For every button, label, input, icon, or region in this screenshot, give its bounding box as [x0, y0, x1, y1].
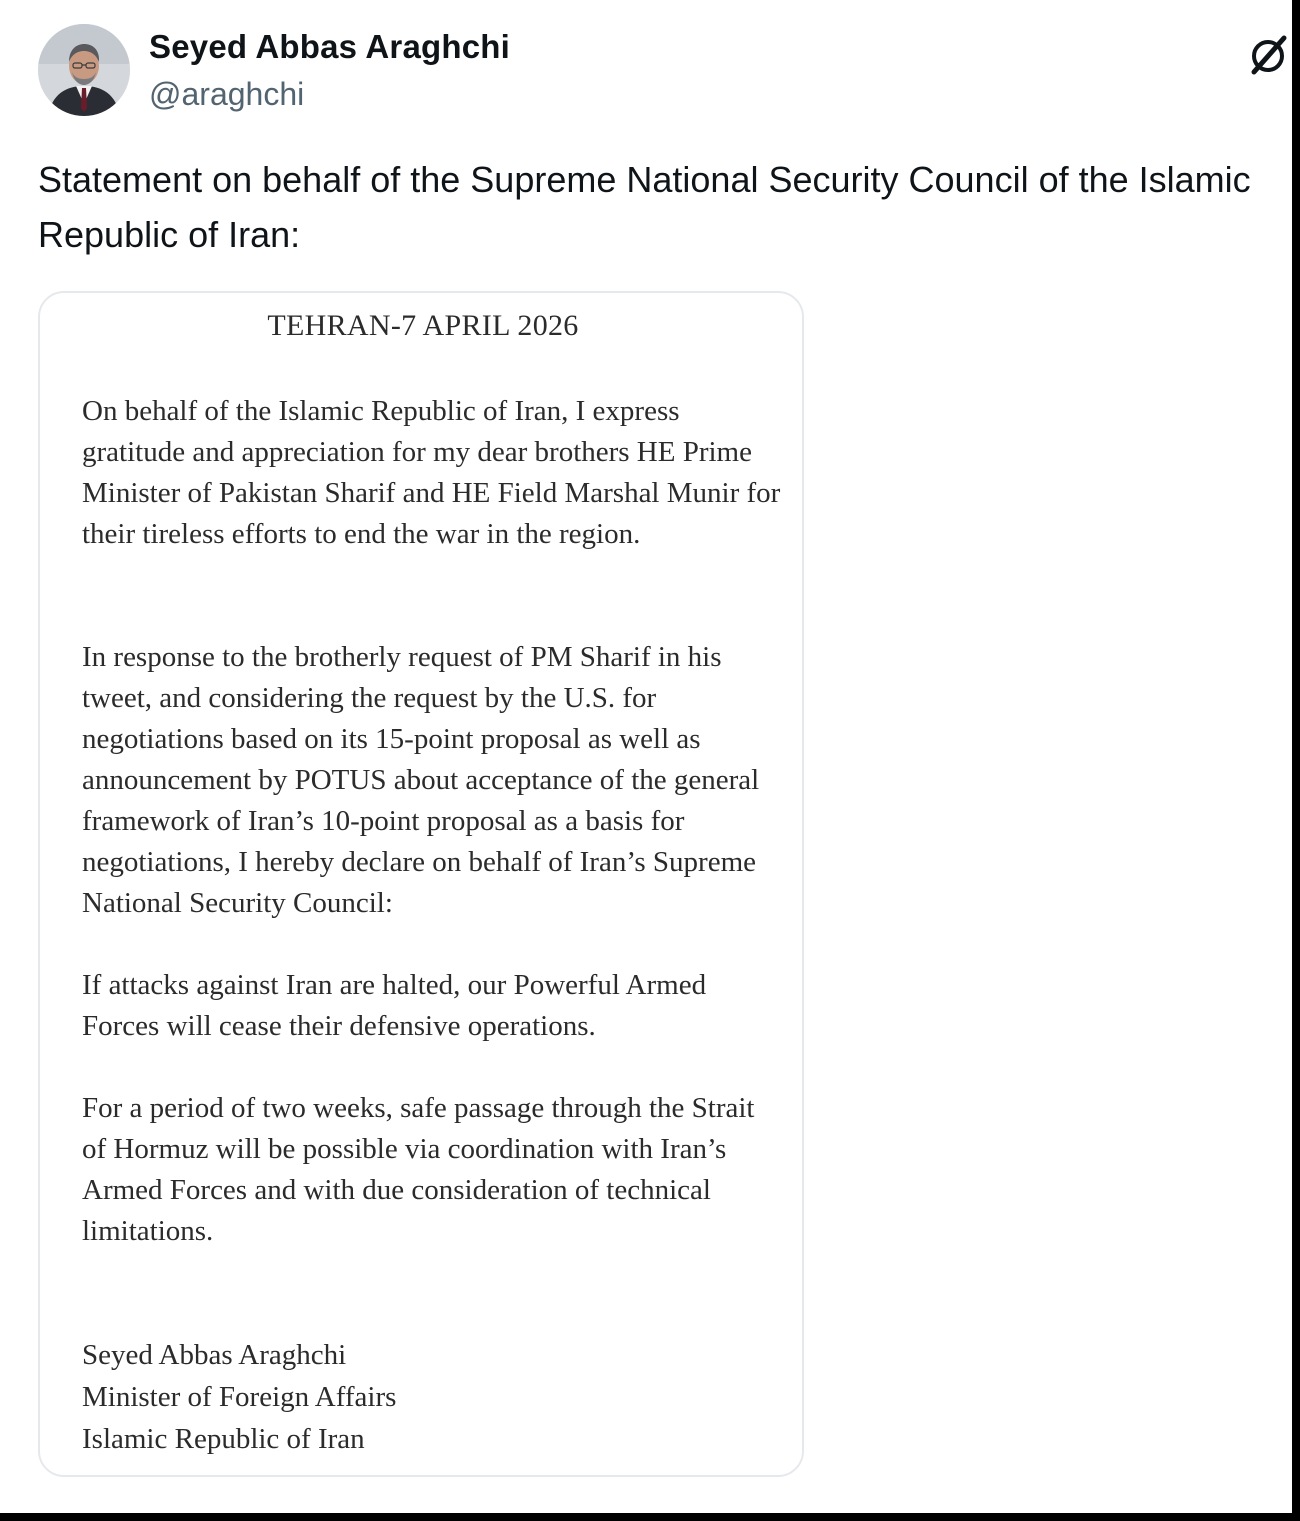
signature-country: Islamic Republic of Iran	[82, 1423, 365, 1455]
signature-title: Minister of Foreign Affairs	[82, 1381, 397, 1413]
document-heading: TEHRAN-7 APRIL 2026	[267, 309, 579, 342]
x-logo-icon[interactable]	[1244, 30, 1292, 78]
document-paragraph: If attacks against Iran are halted, our Powerful Armed Forces will cease their defensive operations.	[82, 969, 707, 1042]
avatar[interactable]	[38, 24, 130, 116]
attached-image-card[interactable]	[38, 291, 804, 1477]
author-display-name[interactable]: Seyed Abbas Araghchi	[149, 28, 510, 65]
post-text: Statement on behalf of the Supreme National Security Council of the Islamic Republic of Iran:	[38, 159, 1251, 255]
document-paragraph: In response to the brotherly request of PM Sharif in his tweet, and considering the request by the U.S. for negotiations based on its 15-point proposal as well as announcement by POTUS about acceptance of the general framework of Iran’s 10-point proposal as a basis for negotiations, I hereby declare on behalf of Iran’s Supreme National Security Council:	[82, 641, 760, 919]
post-header	[38, 24, 1278, 119]
avatar-photo-icon	[38, 24, 130, 116]
document-signature	[82, 1334, 782, 1460]
author-handle[interactable]: @araghchi	[149, 76, 305, 112]
document-paragraph: For a period of two weeks, safe passage through the Strait of Hormuz will be possible via coordination with Iran’s Armed Forces and with due consideration of technical limitations.	[82, 1092, 755, 1247]
document-paragraph: On behalf of the Islamic Republic of Iran, I express gratitude and appreciation for my dear brothers HE Prime Minister of Pakistan Sharif and HE Field Marshal Munir for their tireless efforts to end the war in the region.	[82, 395, 781, 550]
signature-name: Seyed Abbas Araghchi	[82, 1339, 347, 1371]
